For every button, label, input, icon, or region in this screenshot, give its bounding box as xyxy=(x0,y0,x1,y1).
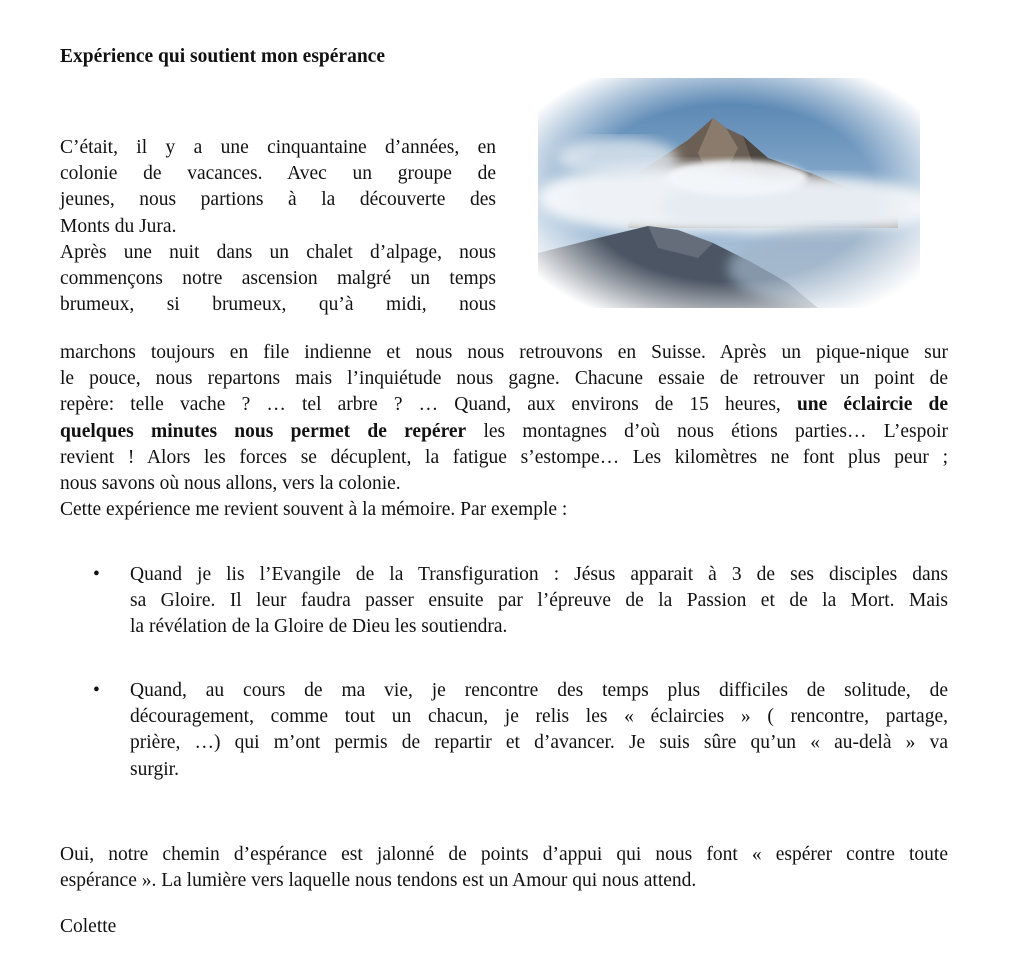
text-line: prière, …) qui m’ont permis de repartir et d’avancer. Je suis sûre qu’un « au-delà » va xyxy=(130,732,948,754)
text-line: espérance ». La lumière vers laquelle nous tendons est un Amour qui nous attend. xyxy=(60,870,697,892)
text-line: nous savons où nous allons, vers la colonie. xyxy=(60,473,401,495)
mountain-photo xyxy=(538,78,920,308)
text-line: surgir. xyxy=(130,758,179,780)
text-line: Monts du Jura. xyxy=(60,215,177,237)
bullet-icon: • xyxy=(93,680,100,701)
text-line: Quand, au cours de ma vie, je rencontre des temps plus difficiles de solitude, de xyxy=(130,680,948,701)
list-item-text xyxy=(130,562,948,641)
text-line xyxy=(60,419,948,445)
emphasis-text: quelques minutes nous permet de repérer xyxy=(60,420,467,442)
list-item-text xyxy=(130,678,948,783)
text-line: brumeux, si brumeux, qu’à midi, nous xyxy=(60,294,496,316)
text-segment: les montagnes d’où nous étions parties… L’espoir xyxy=(483,420,948,442)
mountain-photo-icon xyxy=(538,78,920,308)
signature: Colette xyxy=(60,916,117,937)
story-paragraph xyxy=(60,340,948,523)
text-segment: repère: telle vache ? … tel arbre ? … Quand, aux environs de 15 heures, xyxy=(60,394,781,416)
text-line: sa Gloire. Il leur faudra passer ensuite par l’épreuve de la Passion et de la Mort. Mais xyxy=(130,590,948,612)
text-line: revient ! Alors les forces se décuplent, la fatigue s’estompe… Les kilomètres ne font plus peur ; xyxy=(60,446,948,468)
document-title: Expérience qui soutient mon espérance xyxy=(60,46,385,67)
bullet-icon: • xyxy=(93,564,100,585)
text-line: marchons toujours en file indienne et nous nous retrouvons en Suisse. Après un pique-nique sur xyxy=(60,342,948,363)
text-line: colonie de vacances. Avec un groupe de xyxy=(60,163,496,185)
text-line xyxy=(60,392,948,418)
intro-paragraph xyxy=(60,135,496,318)
bullet-list xyxy=(60,562,948,802)
text-line: Quand je lis l’Evangile de la Transfiguration : Jésus apparait à 3 de ses disciples dans xyxy=(130,564,948,585)
emphasis-text: une éclaircie de xyxy=(796,394,948,416)
text-line: découragement, comme tout un chacun, je relis les « éclaircies » ( rencontre, partage, xyxy=(130,706,948,728)
text-line: Oui, notre chemin d’espérance est jalonné de points d’appui qui nous font « espérer contre toute xyxy=(60,844,948,865)
text-line: commençons notre ascension malgré un temps xyxy=(60,268,496,290)
text-line: jeunes, nous partions à la découverte des xyxy=(60,189,496,211)
text-line: la révélation de la Gloire de Dieu les soutiendra. xyxy=(130,616,508,638)
text-line: Après une nuit dans un chalet d’alpage, nous xyxy=(60,241,496,263)
text-line: C’était, il y a une cinquantaine d’années, en xyxy=(60,137,496,158)
text-line: Cette expérience me revient souvent à la mémoire. Par exemple : xyxy=(60,499,568,521)
closing-paragraph xyxy=(60,842,948,894)
text-line: le pouce, nous repartons mais l’inquiétude nous gagne. Chacune essaie de retrouver un point de xyxy=(60,368,948,390)
